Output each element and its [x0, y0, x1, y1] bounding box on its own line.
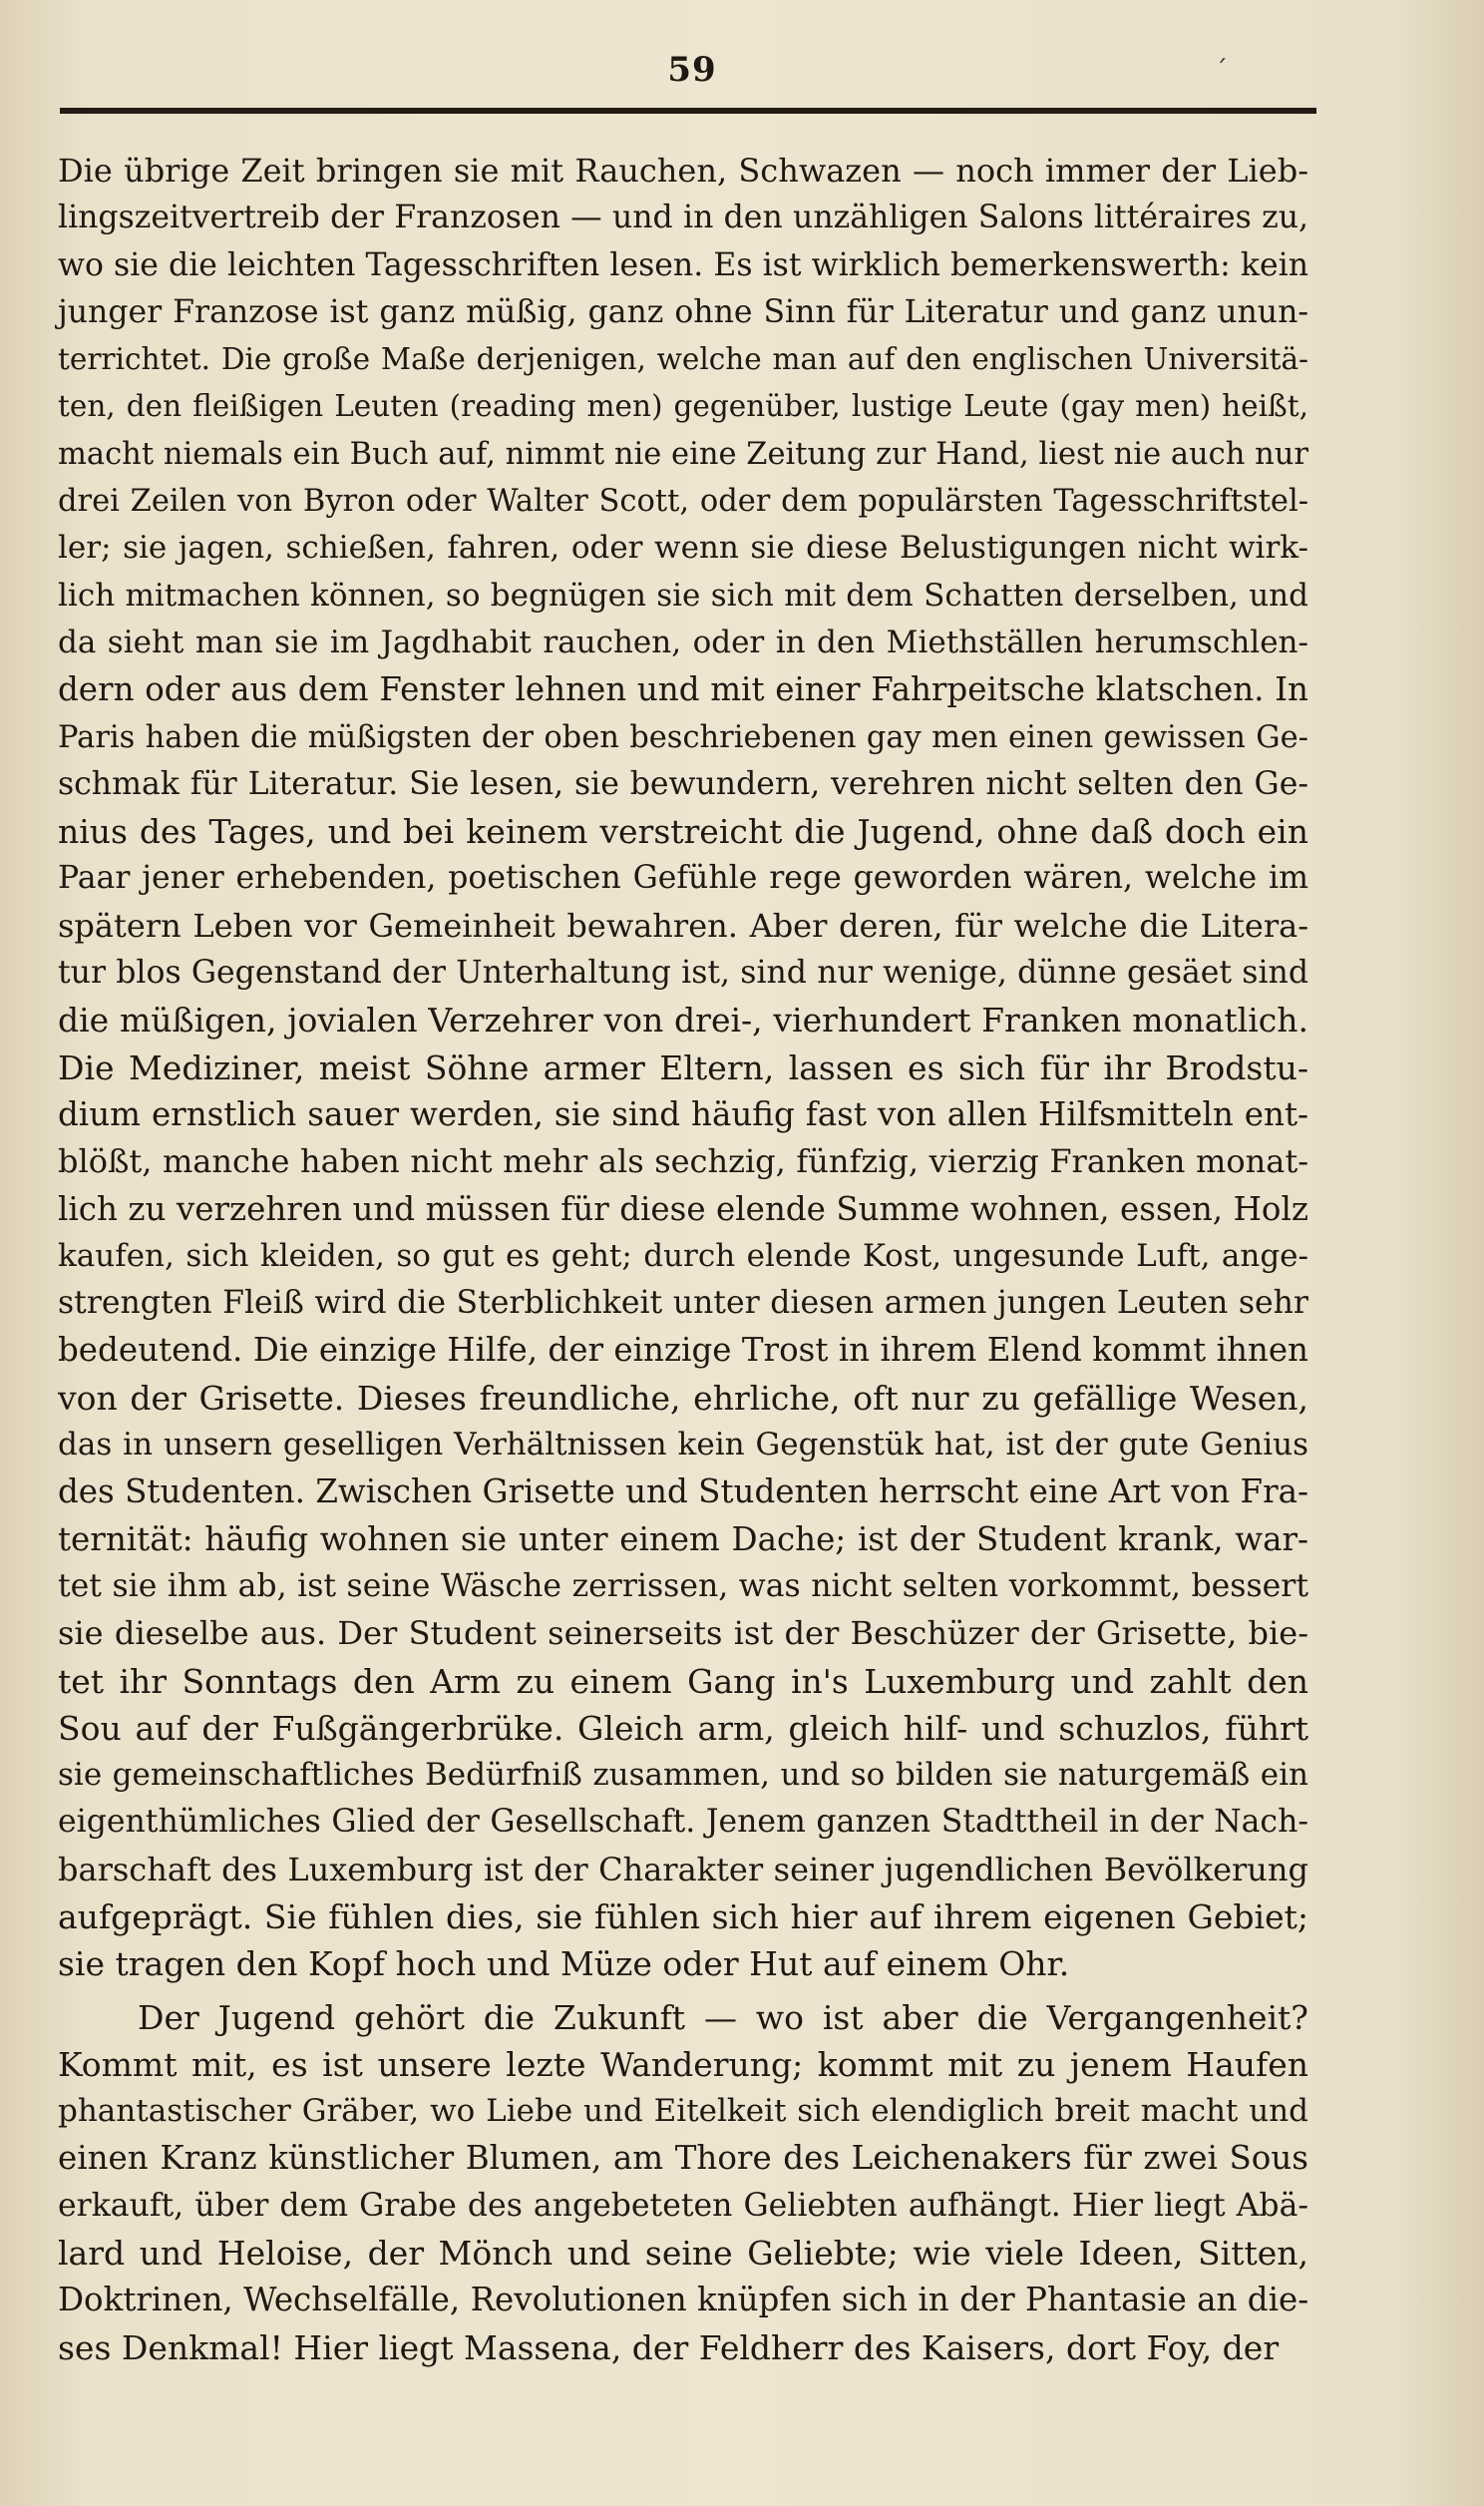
text-line: Sou auf der Fußgängerbrüke. Gleich arm, gleich hilf- und schuzlos, führt	[58, 1708, 1308, 1748]
corner-mark: ´	[1215, 56, 1228, 86]
text-line: ses Denkmal! Hier liegt Massena, der Feldherr des Kaisers, dort Foy, der	[58, 2327, 1280, 2367]
text-line: barschaft des Luxemburg ist der Charakter seiner jugendlichen Bevölkerung	[58, 1850, 1308, 1888]
body-text	[58, 148, 1308, 2371]
text-line: terrichtet. Die große Maße derjenigen, welche man auf den englischen Universitä-	[58, 342, 1308, 377]
text-line: ler; sie jagen, schießen, fahren, oder wenn sie diese Belustigungen nicht wirk-	[58, 530, 1308, 567]
text-line: ten, den fleißigen Leuten (reading men) gegenüber, lustige Leute (gay men) heißt,	[58, 389, 1308, 424]
text-line: tur blos Gegenstand der Unterhaltung ist, sind nur wenige, dünne gesäet sind	[58, 955, 1308, 992]
text-line: Paar jener erhebenden, poetischen Gefühle rege geworden wären, welche im	[58, 860, 1308, 897]
text-line: junger Franzose ist ganz müßig, ganz ohne Sinn für Literatur und ganz unun-	[58, 293, 1308, 330]
text-line: ternität: häufig wohnen sie unter einem Dache; ist der Student krank, war-	[58, 1519, 1308, 1558]
text-line: blößt, manche haben nicht mehr als sechzig, fünfzig, vierzig Franken monat-	[58, 1142, 1308, 1181]
header-rule	[60, 108, 1316, 114]
text-line: das in unsern geselligen Verhältnissen kein Gegenstük hat, ist der gute Genius	[58, 1427, 1308, 1463]
text-line: die müßigen, jovialen Verzehrer von drei-, vierhundert Franken monatlich.	[58, 1001, 1308, 1041]
text-line: tet ihr Sonntags den Arm zu einem Gang in's Luxemburg und zahlt den	[58, 1661, 1308, 1701]
text-line: spätern Leben vor Gemeinheit bewahren. Aber deren, für welche die Litera-	[58, 906, 1308, 945]
text-line: des Studenten. Zwischen Grisette und Studenten herrscht eine Art von Fra-	[58, 1472, 1308, 1511]
text-line: drei Zeilen von Byron oder Walter Scott, oder dem populärsten Tagesschriftstel-	[58, 484, 1308, 520]
text-line: Die übrige Zeit bringen sie mit Rauchen, Schwazen — noch immer der Lieb-	[58, 152, 1308, 190]
text-line: einen Kranz künstlicher Blumen, am Thore des Leichenakers für zwei Sous	[58, 2139, 1308, 2178]
text-line: bedeutend. Die einzige Hilfe, der einzige Trost in ihrem Elend kommt ihnen	[58, 1331, 1308, 1370]
text-line: schmak für Literatur. Sie lesen, sie bewundern, verehren nicht selten den Ge-	[58, 765, 1308, 802]
text-line: lard und Heloise, der Mönch und seine Geliebte; wie viele Ideen, Sitten,	[58, 2234, 1308, 2274]
text-line: sie gemeinschaftliches Bedürfniß zusammen, und so bilden sie naturgemäß ein	[58, 1757, 1308, 1794]
text-line: Der Jugend gehört die Zukunft — wo ist aber die Vergangenheit?	[138, 1997, 1308, 2037]
text-line: Kommt mit, es ist unsere lezte Wanderung; kommt mit zu jenem Haufen	[58, 2044, 1308, 2084]
text-line: macht niemals ein Buch auf, nimmt nie eine Zeitung zur Hand, liest nie auch nur	[58, 436, 1308, 472]
text-line: von der Grisette. Dieses freundliche, ehrliche, oft nur zu gefällige Wesen,	[58, 1378, 1308, 1418]
text-line: sie tragen den Kopf hoch und Müze oder Hut auf einem Ohr.	[58, 1944, 1070, 1984]
text-line: kaufen, sich kleiden, so gut es geht; durch elende Kost, ungesunde Luft, ange-	[58, 1237, 1308, 1274]
text-line: eigenthümliches Glied der Gesellschaft. Jenem ganzen Stadttheil in der Nach-	[58, 1804, 1308, 1841]
text-line: nius des Tages, und bei keinem verstreicht die Jugend, ohne daß doch ein	[58, 812, 1308, 852]
text-line: wo sie die leichten Tagesschriften lesen. Es ist wirklich bemerkenswerth: kein	[58, 246, 1308, 283]
text-line: lich zu verzehren und müssen für diese elende Summe wohnen, essen, Holz	[58, 1189, 1308, 1228]
text-line: aufgeprägt. Sie fühlen dies, sie fühlen sich hier auf ihrem eigenen Gebiet;	[58, 1896, 1308, 1936]
text-line: dium ernstlich sauer werden, sie sind häufig fast von allen Hilfsmitteln ent-	[58, 1094, 1308, 1133]
text-line: strengten Fleiß wird die Sterblichkeit unter diesen armen jungen Leuten sehr	[58, 1285, 1308, 1322]
text-line: tet sie ihm ab, ist seine Wäsche zerrissen, was nicht selten vorkommt, bessert	[58, 1567, 1308, 1604]
text-line: Doktrinen, Wechselfälle, Revolutionen knüpfen sich in der Phantasie an die-	[58, 2281, 1309, 2319]
text-line: sie dieselbe aus. Der Student seinerseits ist der Beschüzer der Grisette, bie-	[58, 1614, 1308, 1653]
text-line: erkauft, über dem Grabe des angebeteten Geliebten aufhängt. Hier liegt Abä-	[58, 2187, 1308, 2224]
text-line: lich mitmachen können, so begnügen sie sich mit dem Schatten derselben, und	[58, 577, 1308, 614]
text-line: lingszeitvertreib der Franzosen — und in den unzähligen Salons littéraires zu,	[58, 200, 1308, 236]
text-line: da sieht man sie im Jagdhabit rauchen, oder in den Miethställen herumschlen-	[58, 624, 1308, 660]
text-line: dern oder aus dem Fenster lehnen und mit einer Fahrpeitsche klatschen. In	[58, 670, 1308, 709]
text-line: phantastischer Gräber, wo Liebe und Eitelkeit sich elendiglich breit macht und	[58, 2093, 1308, 2130]
page-number: 59	[667, 50, 717, 90]
text-line: Die Mediziner, meist Söhne armer Eltern, lassen es sich für ihr Brodstu-	[58, 1047, 1308, 1087]
text-line: Paris haben die müßigsten der oben beschriebenen gay men einen gewissen Ge-	[58, 719, 1308, 755]
